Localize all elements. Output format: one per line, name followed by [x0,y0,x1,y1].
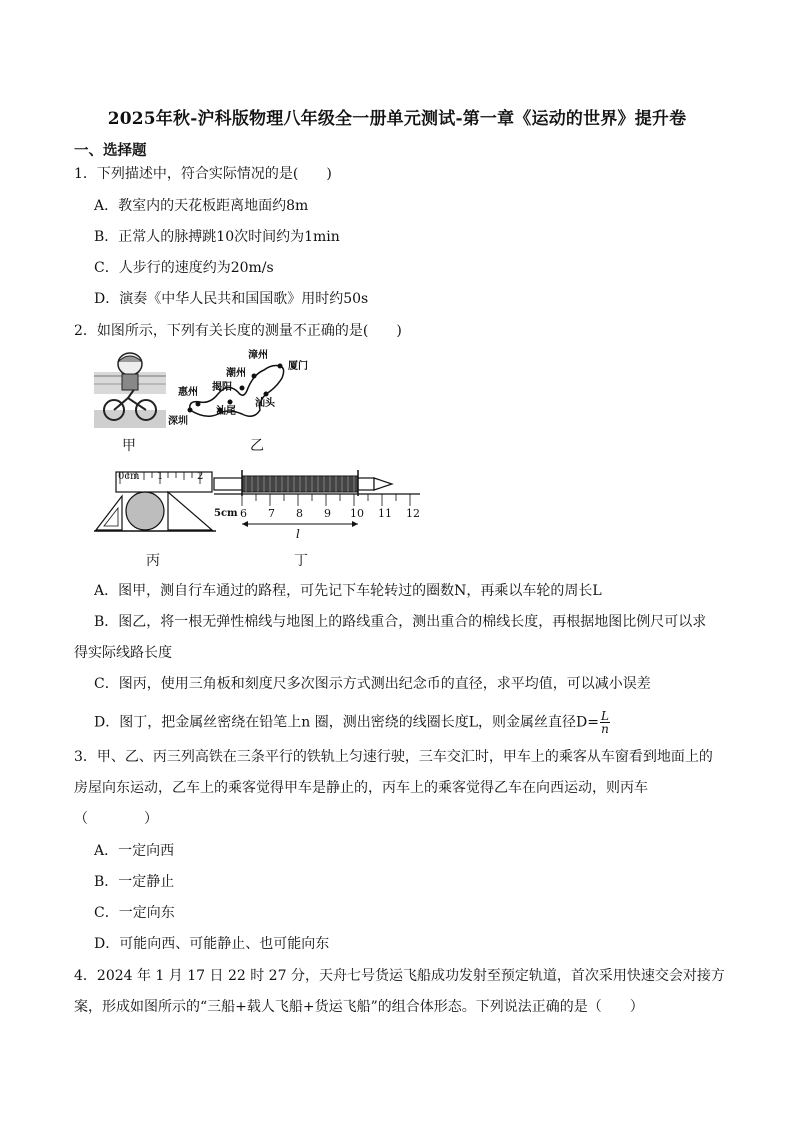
question-1-option-a: A．教室内的天花板距离地面约8m [94,198,309,214]
diameter-fraction [600,710,610,735]
question-1-stem: 1．下列描述中，符合实际情况的是( ) [74,166,332,182]
section-heading: 一、选择题 [74,142,147,159]
question-2-option-b-line2: 得实际线路长度 [74,645,172,661]
question-3-stem-line1: 3．甲、乙、丙三列高铁在三条平行的铁轨上匀速行驶，三车交汇时，甲车上的乘客从车窗看到地面上的 [74,749,713,765]
question-2-option-d-text: D．图丁，把金属丝密绕在铅笔上n 圈，测出密绕的线圈长度L，则金属丝直径D= [94,714,599,731]
figure-jia-bicycle-illustration [94,350,166,428]
map-city-shanwei: 汕尾 [216,406,236,417]
question-2-option-b-line1: B．图乙，将一根无弹性棉线与地图上的路线重合，测出重合的棉线长度，再根据地图比例尺可以求 [94,614,707,630]
map-city-shantou: 汕头 [255,398,275,409]
map-city-chaozhou: 潮州 [226,368,246,379]
length-symbol-l: l [296,527,300,541]
ruler-bing-tick-1: 1 [157,471,164,482]
question-4-stem-line1: 4．2024 年 1 月 17 日 22 时 27 分，天舟七号货运飞船成功发射至预定轨道，首次采用快速交会对接方 [74,968,725,984]
question-2-stem: 2．如图所示，下列有关长度的测量不正确的是( ) [74,323,402,339]
map-city-xiamen: 厦门 [288,361,308,372]
ruler-bing-tick-2: 2 [197,471,204,482]
fraction-denominator: n [601,722,609,736]
question-2-option-a: A．图甲，测自行车通过的路程，可先记下车轮转过的圈数N，再乘以车轮的周长L [94,583,602,599]
ruler-bing-unit: 0cm [118,471,140,482]
ruler-ding-tick-7: 7 [268,507,275,520]
ruler-ding-tick-9: 9 [324,507,331,520]
ruler-ding-tick-10: 10 [350,507,364,520]
ruler-ding-unit: 5cm [214,508,238,519]
question-3-stem-line2: 房屋向东运动，乙车上的乘客觉得甲车是静止的，丙车上的乘客觉得乙车在向西运动，则丙车 [74,780,648,796]
question-3-stem-line3: （ ） [74,811,158,827]
ruler-ding-tick-11: 11 [378,507,392,520]
question-2-option-c: C．图丙，使用三角板和刻度尺多次图示方式测出纪念币的直径，求平均值，可以减小误差 [94,676,651,692]
map-city-huizhou: 惠州 [178,387,198,398]
ruler-ding-tick-8: 8 [296,507,303,520]
figure-label-yi: 乙 [250,438,264,454]
map-city-shenzhen: 深圳 [168,416,188,427]
question-3-option-a: A．一定向西 [94,843,175,859]
fraction-numerator: L [600,709,609,723]
figure-label-jia: 甲 [122,438,136,454]
map-city-zhangzhou: 漳州 [248,350,268,361]
question-3-option-d: D．可能向西、可能静止、也可能向东 [94,936,330,952]
question-3-option-c: C．一定向东 [94,905,175,921]
figure-label-ding: 丁 [294,553,308,569]
map-city-jieyang: 揭阳 [212,382,232,393]
question-1-option-c: C．人步行的速度约为20m/s [94,260,274,276]
question-3-option-b: B．一定静止 [94,874,175,890]
ruler-ding-tick-6: 6 [240,507,247,520]
figure-label-bing: 丙 [146,553,160,569]
page-title: 2025年秋-沪科版物理八年级全一册单元测试-第一章《运动的世界》提升卷 [107,109,687,129]
question-4-stem-line2: 案，形成如图所示的“三船+载人飞船+货运飞船”的组合体形态。下列说法正确的是（ ） [74,999,644,1015]
question-1-option-d: D．演奏《中华人民共和国国歌》用时约50s [94,291,369,307]
question-1-option-b: B．正常人的脉搏跳10次时间约为1min [94,229,340,245]
question-2-option-d [94,710,610,735]
ruler-ding-tick-12: 12 [406,507,420,520]
